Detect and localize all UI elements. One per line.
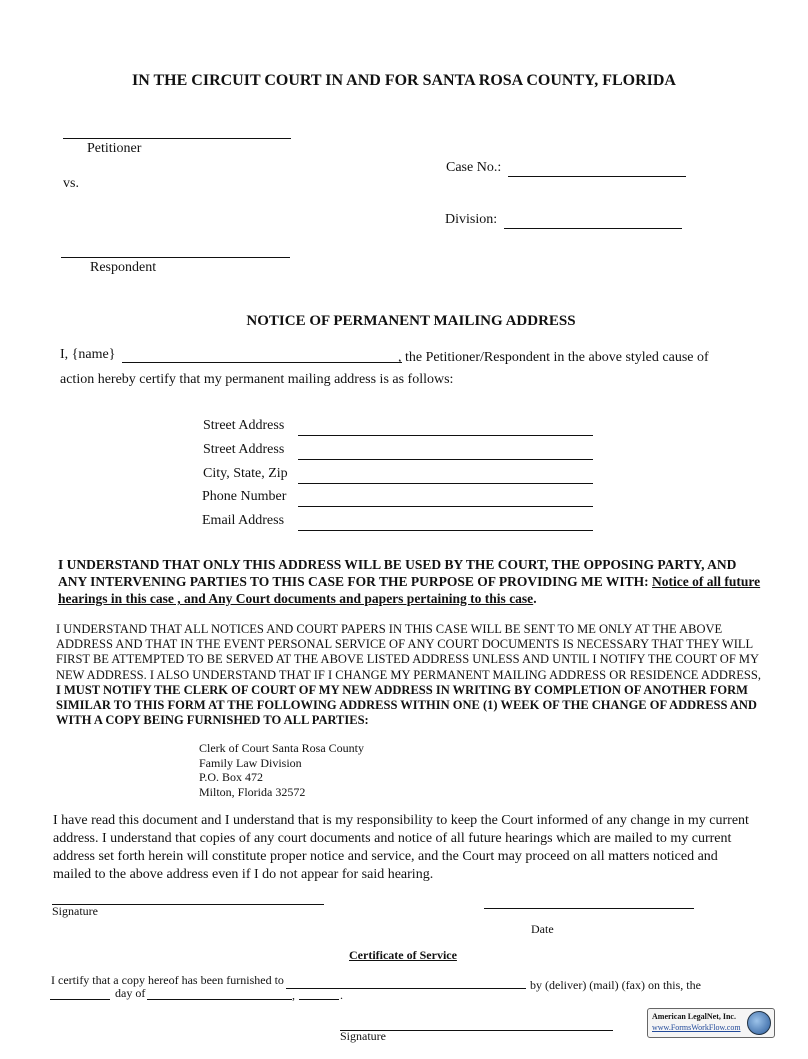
certificate-signature-label: Signature [340, 1029, 386, 1043]
case-no-field[interactable] [508, 176, 686, 177]
address-field[interactable] [298, 435, 593, 436]
clerk-address-line: Milton, Florida 32572 [199, 784, 306, 799]
globe-logo-icon [747, 1011, 771, 1035]
address-field[interactable] [298, 506, 593, 507]
clerk-address-line: Clerk of Court Santa Rosa County [199, 741, 364, 755]
address-use-underlined: Notice of all future hearings in this case , and Any Court documents and papers pertaining to this case [58, 574, 761, 606]
clerk-address-line: P.O. Box 472 [199, 770, 264, 784]
day-field[interactable] [50, 999, 110, 1000]
address-field[interactable] [298, 459, 593, 460]
date-label: Date [531, 922, 554, 936]
clerk-address-line: Family Law Division [199, 755, 302, 770]
address-label: Street Address [203, 418, 285, 433]
intro-prefix: I, {name} [60, 347, 116, 362]
legalnet-badge[interactable] [647, 1008, 775, 1038]
company-name: American LegalNet, Inc. [652, 1012, 736, 1021]
year-field[interactable] [299, 999, 339, 1000]
certificate-line1-prefix: I certify that a copy hereof has been furnished to [51, 973, 284, 987]
month-comma: , [292, 988, 295, 1002]
day-of-label: day of [115, 986, 146, 1000]
acknowledgement-paragraph: I have read this document and I understand that is my responsibility to keep the Court informed of any change in my current address. I understand that copies of any court documents and notice of all future hearings which are mailed to my current address set forth herein will constitute proper notice and service, and the Court may proceed on all matters noticed and mailed to the above address even if I do not appear for said hearing. [53, 813, 749, 882]
certificate-title: Certificate of Service [349, 948, 457, 962]
case-no-label: Case No.: [446, 160, 502, 175]
obligation-normal: I UNDERSTAND THAT ALL NOTICES AND COURT PAPERS IN THIS CASE WILL BE SENT TO ME ONLY AT THE ABOVE ADDRESS AND THAT IN THE EVENT PERSONAL SERVICE OF ANY COURT DOCUMENTS IS NECESSARY THAT THEY WILL FIRST BE ATTEMPTED TO BE SERVED AT THE ABOVE LISTED ADDRESS UNLESS AND UNTIL I NOTIFY THE COURT OF MY NEW ADDRESS. I ALSO UNDERSTAND THAT IF I CHANGE MY PERMANENT MAILING ADDRESS OR RESIDENCE ADDRESS, [56, 622, 761, 682]
address-label: Email Address [202, 513, 285, 528]
intro-suffix: , the Petitioner/Respondent in the above styled cause of [398, 350, 709, 365]
intro-line2: action hereby certify that my permanent mailing address is as follows: [60, 372, 454, 387]
address-use-bold: I UNDERSTAND THAT ONLY THIS ADDRESS WILL BE USED BY THE COURT, THE OPPOSING PARTY, AND ANY INTERVENING PARTIES TO THIS CASE FOR THE PURPOSE OF PROVIDING ME WITH: [58, 557, 737, 589]
name-field[interactable] [122, 362, 402, 363]
court-title: IN THE CIRCUIT COURT IN AND FOR SANTA ROSA COUNTY, FLORIDA [132, 72, 676, 89]
petitioner-name-line[interactable] [63, 138, 291, 139]
division-field[interactable] [504, 228, 682, 229]
division-label: Division: [445, 212, 498, 227]
address-label: Phone Number [202, 489, 287, 504]
address-use-period: . [533, 591, 537, 606]
vs-label: vs. [63, 176, 79, 191]
address-field[interactable] [298, 530, 593, 531]
address-use-statement [58, 556, 766, 607]
year-period: . [340, 988, 343, 1002]
signature-label: Signature [52, 904, 98, 918]
company-url[interactable]: www.FormsWorkFlow.com [652, 1023, 741, 1032]
notice-title: NOTICE OF PERMANENT MAILING ADDRESS [246, 313, 576, 329]
address-label: Street Address [203, 442, 285, 457]
obligation-statement [56, 622, 761, 728]
month-field[interactable] [147, 999, 292, 1000]
address-field[interactable] [298, 483, 593, 484]
obligation-bold: I MUST NOTIFY THE CLERK OF COURT OF MY NEW ADDRESS IN WRITING BY COMPLETION OF ANOTHER FORM SIMILAR TO THIS FORM AT THE FOLLOWING ADDRESS WITHIN ONE (1) WEEK OF THE CHANGE OF ADDRESS AND WITH A COPY BEING FURNISHED TO ALL PARTIES: [56, 682, 757, 728]
respondent-label: Respondent [90, 260, 157, 275]
furnished-to-field[interactable] [286, 988, 526, 989]
clerk-address [199, 741, 364, 799]
date-line[interactable] [484, 908, 694, 909]
certificate-line1-suffix: by (deliver) (mail) (fax) on this, the [530, 978, 701, 992]
address-label: City, State, Zip [203, 466, 288, 481]
respondent-name-line[interactable] [61, 257, 290, 258]
petitioner-label: Petitioner [87, 141, 142, 156]
